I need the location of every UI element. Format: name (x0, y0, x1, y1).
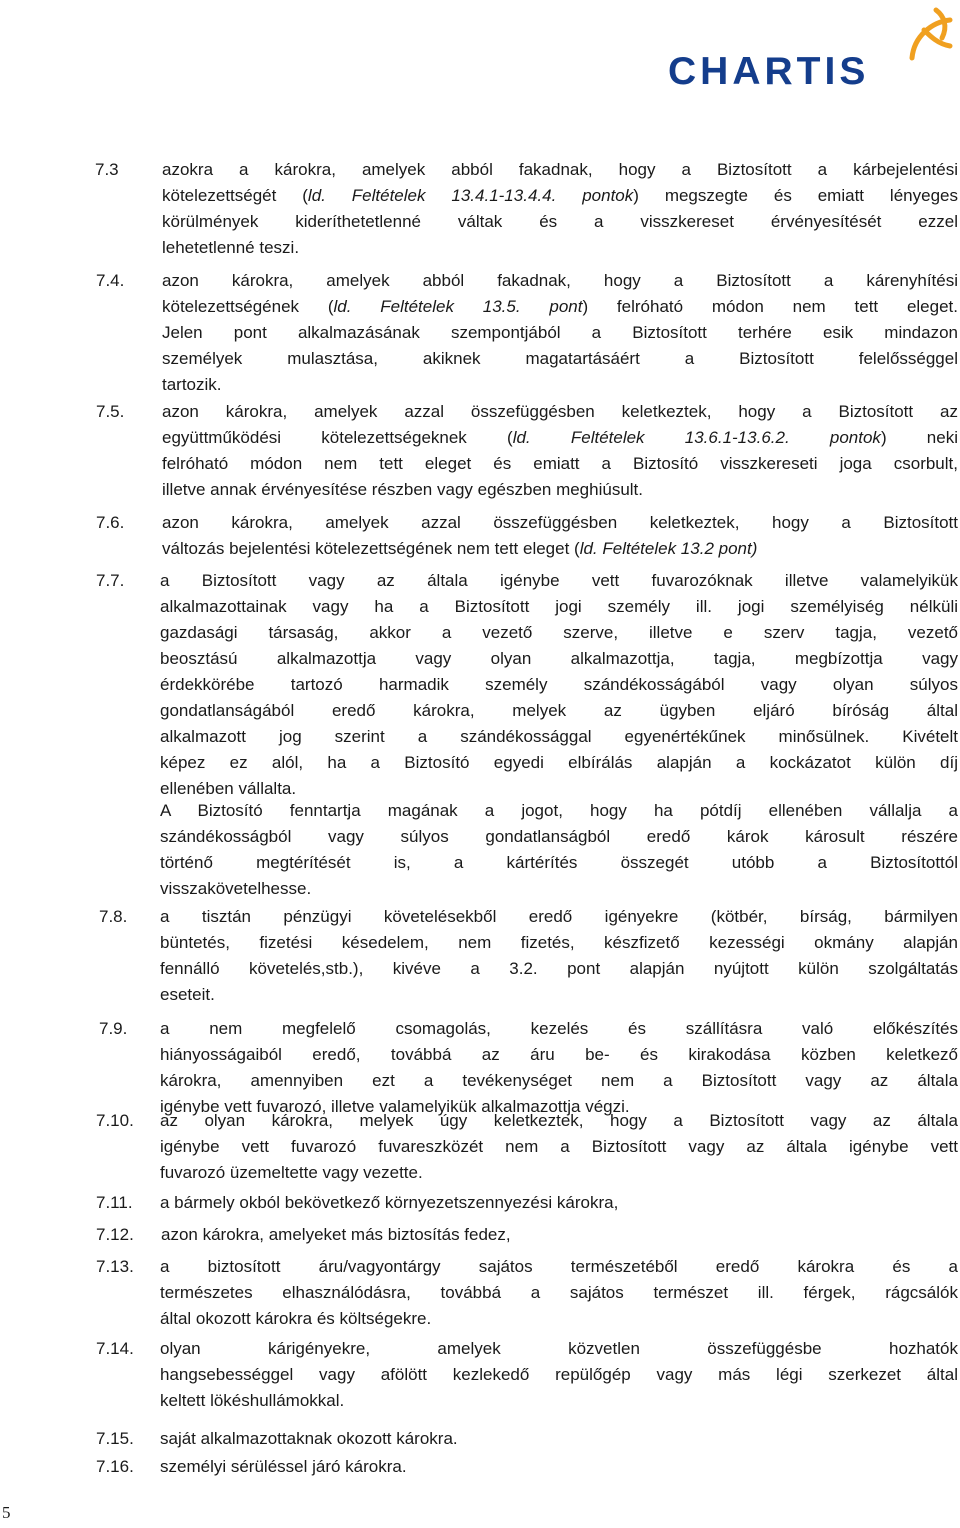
item-number: 7.8. (99, 907, 128, 926)
item-text-line: visszakövetelhesse. (160, 879, 312, 898)
item-number: 7.11. (96, 1193, 133, 1212)
item-text-line: büntetés, fizetési késedelem, nem fizetés, készfizető kezességi okmány alapján (160, 933, 958, 952)
item-text-line: körülmények kideríthetetlenné váltak és a visszkereset érvényesítését ezzel (162, 212, 958, 231)
item-text-line: illetve annak érvényesítése részben vagy egészben meghiúsult. (162, 480, 644, 499)
item-text-line: lehetetlenné teszi. (162, 238, 300, 257)
item-text-line: együttműködési kötelezettségeknek (ld. Feltételek 13.6.1-13.6.2. pontok) neki (162, 428, 958, 447)
item-text-line: azon károkra, amelyek abból fakadnak, hogy a Biztosított a kárenyhítési (162, 271, 958, 290)
item-text-line: hiányosságaiból eredő, továbbá az áru be- és kirakodása közben keletkező (160, 1045, 958, 1064)
item-text-line: azon károkra, amelyek azzal összefüggésben keletkeztek, hogy a Biztosított (162, 513, 958, 532)
logo-swirl-icon (884, 6, 954, 66)
item-number: 7.13. (96, 1257, 134, 1276)
item-text-line: a bármely okból bekövetkező környezetszennyezési károkra, (160, 1193, 619, 1212)
item-text-line: gondatlanságából eredő károkra, melyek az ügyben eljáró bíróság által (160, 701, 958, 720)
item-text-line: azon károkra, amelyek azzal összefüggésben keletkeztek, hogy a Biztosított az (162, 402, 958, 421)
item-number: 7.3 (95, 160, 119, 179)
item-text-line: történő megtérítését is, a kártérítés összegét utóbb a Biztosítottól (160, 853, 958, 872)
chartis-logo (666, 6, 956, 93)
item-text-line: A Biztosító fenntartja magának a jogot, hogy ha pótdíj ellenében vállalja a (160, 801, 958, 820)
item-text-line: kötelezettségét (ld. Feltételek 13.4.1-13.4.4. pontok) megszegte és emiatt lényeges (162, 186, 958, 205)
item-text-line: szándékosságból vagy súlyos gondatlanságból eredő károk károsult részére (160, 827, 958, 846)
item-text-line: természetes elhasználódásra, továbbá a sajátos természet ill. férgek, rágcsálók (160, 1283, 958, 1302)
item-number: 7.15. (96, 1429, 134, 1448)
item-text-line: olyan kárigényekre, amelyek közvetlen összefüggésbe hozhatók (160, 1339, 958, 1358)
item-text-line: fuvarozó üzemeltette vagy vezette. (160, 1163, 423, 1182)
item-number: 7.12. (96, 1225, 134, 1244)
item-text-line: igénybe vett fuvarozó fuvareszközét nem a Biztosított vagy az általa igénybe vett (160, 1137, 958, 1156)
item-text-line: keltett lökéshullámokkal. (160, 1391, 345, 1410)
item-text-line: által okozott károkra és költségekre. (160, 1309, 432, 1328)
item-text-line: képez ez alól, ha a Biztosító egyedi elbírálás alapján a kockázatot külön díj (160, 753, 958, 772)
item-number: 7.4. (96, 271, 125, 290)
item-text-line: károkra, amennyiben ezt a tevékenységet nem a Biztosított vagy az általa (160, 1071, 958, 1090)
item-text-line: kötelezettségének (ld. Feltételek 13.5. pont) felróható módon nem tett eleget. (162, 297, 958, 316)
item-text-line: azokra a károkra, amelyek abból fakadnak, hogy a Biztosított a kárbejelentési (162, 160, 958, 179)
item-text-line: a tisztán pénzügyi követelésekből eredő igényekre (kötbér, bírság, bármilyen (160, 907, 958, 926)
item-text-line: igénybe vett fuvarozó, illetve valamelyikük alkalmazottja végzi. (160, 1097, 630, 1116)
item-text-line: érdekkörébe tartozó harmadik személy szándékosságából vagy olyan súlyos (160, 675, 958, 694)
item-text-line: a biztosított áru/vagyontárgy sajátos természetéből eredő károkra és a (160, 1257, 958, 1276)
item-text-line: hangsebességgel vagy afölött kezlekedő repülőgép vagy más légi szerkezet által (160, 1365, 958, 1384)
item-text-line: felróható módon nem tett eleget és emiatt a Biztosító visszkereseti joga csorbult, (162, 454, 958, 473)
item-text-line: személyek mulasztása, akiknek magatartásáért a Biztosított felelősséggel (162, 349, 958, 368)
item-text-line: beosztású alkalmazottja vagy olyan alkalmazottja, tagja, megbízottja vagy (160, 649, 958, 668)
item-text-line: eseteit. (160, 985, 215, 1004)
item-text-line: saját alkalmazottaknak okozott károkra. (160, 1429, 458, 1448)
item-text-line: azon károkra, amelyeket más biztosítás fedez, (161, 1225, 511, 1244)
item-number: 7.7. (96, 571, 125, 590)
item-number: 7.14. (96, 1339, 134, 1358)
item-text-line: tartozik. (162, 375, 222, 394)
item-text-line: változás bejelentési kötelezettségének nem tett eleget (ld. Feltételek 13.2 pont) (162, 539, 758, 558)
item-text-line: alkalmazott jog szerint a szándékossággal egyenértékűnek minősülnek. Kivételt (160, 727, 958, 746)
item-text-line: a Biztosított vagy az általa igénybe vett fuvarozóknak illetve valamelyikük (160, 571, 958, 590)
page-number: 5 (2, 1503, 11, 1522)
item-text-line: alkalmazottainak vagy ha a Biztosított jogi személy ill. jogi személyiség nélküli (160, 597, 958, 616)
item-text-line: gazdasági társaság, akkor a vezető szerve, illetve e szerv tagja, vezető (160, 623, 958, 642)
item-text-line: ellenében vállalta. (160, 779, 297, 798)
item-text-line: személyi sérüléssel járó károkra. (160, 1457, 407, 1476)
item-text-line: Jelen pont alkalmazásának szempontjából a Biztosított terhére esik mindazon (162, 323, 958, 342)
item-number: 7.16. (96, 1457, 134, 1476)
item-text-line: a nem megfelelő csomagolás, kezelés és szállításra való előkészítés (160, 1019, 958, 1038)
item-text-line: fennálló követelés,stb.), kivéve a 3.2. pont alapján nyújtott külön szolgáltatás (160, 959, 958, 978)
item-number: 7.9. (99, 1019, 128, 1038)
item-number: 7.10. (96, 1111, 134, 1130)
item-number: 7.5. (96, 402, 125, 421)
logo-wordmark: CHARTIS (668, 50, 870, 93)
item-text-line: az olyan károkra, melyek úgy keletkeztek, hogy a Biztosított vagy az általa (160, 1111, 958, 1130)
item-number: 7.6. (96, 513, 125, 532)
